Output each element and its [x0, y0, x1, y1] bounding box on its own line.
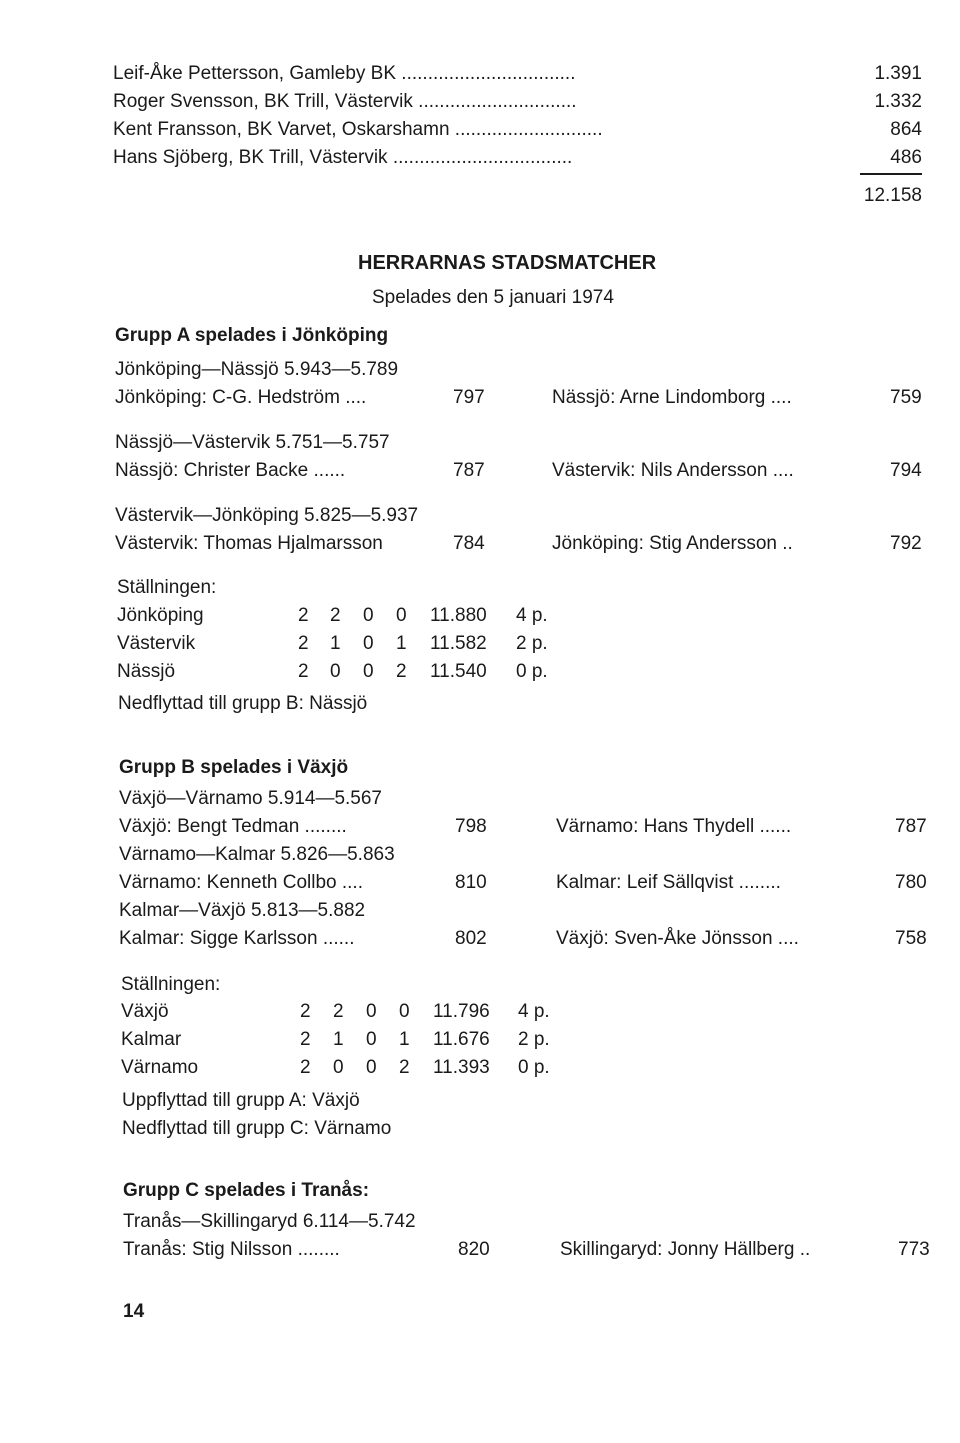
top-list-score: 486: [890, 147, 922, 168]
player-right: Jönköping: Stig Andersson ..: [552, 533, 793, 554]
page-number: 14: [123, 1301, 145, 1322]
standings-won: 2: [333, 1001, 344, 1022]
standings-played: 2: [300, 1029, 311, 1050]
standings-played: 2: [300, 1001, 311, 1022]
group-a-title: Grupp A spelades i Jönköping: [115, 325, 389, 346]
top-list-score: 1.391: [874, 63, 922, 84]
page-title: HERRARNAS STADSMATCHER: [358, 252, 657, 274]
top-list-name: Kent Fransson, BK Varvet, Oskarshamn ............................: [113, 119, 603, 140]
standings-won: 1: [330, 633, 341, 654]
player-left-score: 784: [453, 533, 485, 554]
standings-lost: 1: [396, 633, 407, 654]
match-result: Värnamo—Kalmar 5.826—5.863: [119, 844, 395, 865]
group-b-title: Grupp B spelades i Växjö: [119, 757, 349, 778]
match-result: Jönköping—Nässjö 5.943—5.789: [115, 359, 399, 380]
standings-team: Nässjö: [117, 661, 176, 682]
top-list-name: Leif-Åke Pettersson, Gamleby BK .................................: [113, 63, 576, 84]
standings-lost: 0: [399, 1001, 410, 1022]
standings-pins: 11.796: [433, 1001, 490, 1022]
standings-lost: 2: [399, 1057, 410, 1078]
standings-team: Växjö: [121, 1001, 169, 1022]
standings-played: 2: [300, 1057, 311, 1078]
top-list-name: Roger Svensson, BK Trill, Västervik ..............................: [113, 91, 577, 112]
match-result: Tranås—Skillingaryd 6.114—5.742: [123, 1211, 416, 1232]
player-left: Nässjö: Christer Backe ......: [115, 460, 346, 481]
standings-label: Ställningen:: [121, 974, 221, 995]
standings-lost: 0: [396, 605, 407, 626]
player-right: Nässjö: Arne Lindomborg ....: [552, 387, 792, 408]
player-left: Tranås: Stig Nilsson ........: [123, 1239, 340, 1260]
standings-drawn: 0: [366, 1057, 377, 1078]
standings-label: Ställningen:: [117, 577, 217, 598]
player-right-score: 792: [890, 533, 922, 554]
group-c-title: Grupp C spelades i Tranås:: [123, 1180, 370, 1201]
player-left-score: 787: [453, 460, 485, 481]
standings-won: 1: [333, 1029, 344, 1050]
top-list-score: 1.332: [874, 91, 922, 112]
standings-drawn: 0: [363, 633, 374, 654]
player-left-score: 798: [455, 816, 487, 837]
standings-team: Kalmar: [121, 1029, 182, 1050]
standings-points: 4 p.: [518, 1001, 550, 1022]
group-note: Nedflyttad till grupp B: Nässjö: [118, 693, 368, 714]
sum-rule: [860, 173, 922, 175]
standings-team: Jönköping: [117, 605, 204, 626]
standings-team: Värnamo: [121, 1057, 199, 1078]
player-right: Växjö: Sven-Åke Jönsson ....: [556, 928, 799, 949]
standings-won: 0: [333, 1057, 344, 1078]
player-right-score: 794: [890, 460, 922, 481]
player-left-score: 802: [455, 928, 487, 949]
standings-points: 0 p.: [516, 661, 548, 682]
standings-played: 2: [298, 605, 309, 626]
standings-lost: 1: [399, 1029, 410, 1050]
match-result: Västervik—Jönköping 5.825—5.937: [115, 505, 419, 526]
standings-pins: 11.540: [430, 661, 487, 682]
standings-team: Västervik: [117, 633, 196, 654]
player-left-score: 810: [455, 872, 487, 893]
standings-pins: 11.676: [433, 1029, 490, 1050]
standings-pins: 11.582: [430, 633, 487, 654]
player-right-score: 780: [895, 872, 927, 893]
standings-points: 0 p.: [518, 1057, 550, 1078]
match-result: Nässjö—Västervik 5.751—5.757: [115, 432, 390, 453]
player-right: Skillingaryd: Jonny Hällberg ..: [560, 1239, 811, 1260]
player-left-score: 797: [453, 387, 485, 408]
match-result: Växjö—Värnamo 5.914—5.567: [119, 788, 382, 809]
standings-points: 2 p.: [518, 1029, 550, 1050]
player-right-score: 787: [895, 816, 927, 837]
standings-drawn: 0: [363, 605, 374, 626]
standings-won: 0: [330, 661, 341, 682]
player-right-score: 773: [898, 1239, 930, 1260]
standings-drawn: 0: [363, 661, 374, 682]
standings-pins: 11.880: [430, 605, 487, 626]
player-left: Kalmar: Sigge Karlsson ......: [119, 928, 355, 949]
standings-points: 2 p.: [516, 633, 548, 654]
group-note: Nedflyttad till grupp C: Värnamo: [122, 1118, 392, 1139]
standings-drawn: 0: [366, 1029, 377, 1050]
player-left: Växjö: Bengt Tedman ........: [119, 816, 347, 837]
match-result: Kalmar—Växjö 5.813—5.882: [119, 900, 366, 921]
standings-won: 2: [330, 605, 341, 626]
player-right-score: 759: [890, 387, 922, 408]
standings-played: 2: [298, 633, 309, 654]
standings-pins: 11.393: [433, 1057, 490, 1078]
top-list-name: Hans Sjöberg, BK Trill, Västervik ..................................: [113, 147, 573, 168]
player-left-score: 820: [458, 1239, 490, 1260]
player-right: Kalmar: Leif Sällqvist ........: [556, 872, 781, 893]
standings-played: 2: [298, 661, 309, 682]
player-left: Jönköping: C-G. Hedström ....: [115, 387, 367, 408]
standings-drawn: 0: [366, 1001, 377, 1022]
standings-lost: 2: [396, 661, 407, 682]
top-list-score: 864: [890, 119, 922, 140]
top-list-total: 12.158: [863, 185, 922, 206]
page-subtitle: Spelades den 5 januari 1974: [372, 287, 614, 308]
player-right-score: 758: [895, 928, 927, 949]
player-left: Västervik: Thomas Hjalmarsson: [115, 533, 383, 554]
group-note: Uppflyttad till grupp A: Växjö: [122, 1090, 360, 1111]
player-right: Värnamo: Hans Thydell ......: [556, 816, 792, 837]
player-right: Västervik: Nils Andersson ....: [552, 460, 794, 481]
standings-points: 4 p.: [516, 605, 548, 626]
player-left: Värnamo: Kenneth Collbo ....: [119, 872, 363, 893]
